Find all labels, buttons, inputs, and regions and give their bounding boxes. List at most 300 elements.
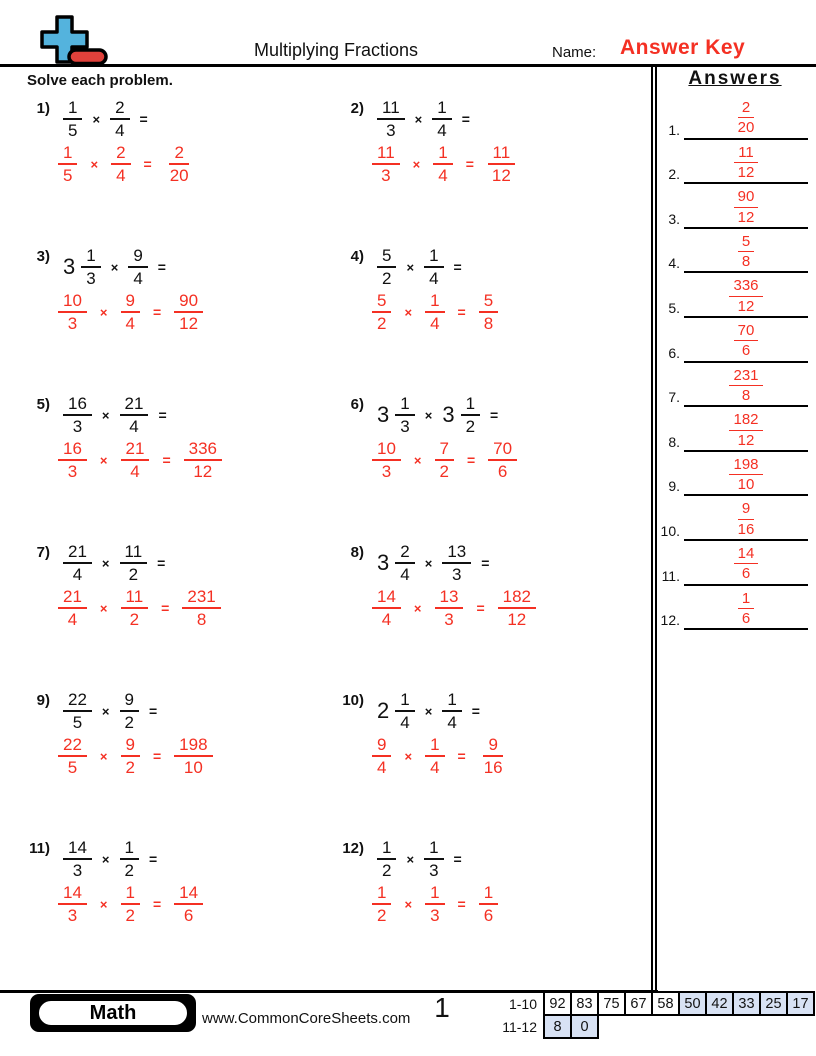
numerator: 11 bbox=[734, 144, 758, 163]
problem-number: 11) bbox=[29, 840, 50, 857]
equals-sign: = bbox=[457, 748, 466, 765]
denominator: 2 bbox=[125, 906, 135, 926]
fraction bbox=[425, 291, 444, 333]
denominator: 4 bbox=[377, 758, 387, 778]
instructions-text: Solve each problem. bbox=[27, 72, 173, 89]
denominator: 4 bbox=[72, 565, 83, 585]
answer-item-8 bbox=[656, 407, 814, 452]
multiply-sign: × bbox=[90, 156, 99, 172]
score-range-label: 11-12 bbox=[502, 1018, 537, 1035]
denominator: 6 bbox=[497, 462, 508, 482]
fraction bbox=[372, 587, 401, 629]
multiply-sign: × bbox=[406, 259, 415, 275]
fraction bbox=[58, 143, 77, 185]
solution bbox=[58, 439, 330, 481]
result-fraction bbox=[487, 143, 516, 185]
denominator: 5 bbox=[68, 121, 78, 141]
answer-fraction bbox=[684, 456, 808, 494]
subject-badge bbox=[30, 994, 196, 1032]
numerator: 21 bbox=[121, 439, 150, 461]
question bbox=[16, 838, 330, 880]
denominator: 2 bbox=[439, 462, 449, 482]
denominator: 2 bbox=[377, 314, 387, 334]
problem-number: 3) bbox=[36, 248, 50, 265]
answer-fraction bbox=[684, 322, 808, 360]
answer-item-6 bbox=[656, 318, 814, 363]
fraction bbox=[377, 246, 396, 288]
multiply-sign: × bbox=[99, 452, 108, 468]
numerator: 182 bbox=[729, 411, 762, 430]
score-cell: 92 bbox=[544, 992, 571, 1015]
numerator: 14 bbox=[372, 587, 401, 609]
denominator: 2 bbox=[465, 417, 476, 437]
denominator: 3 bbox=[72, 417, 83, 437]
numerator: 22 bbox=[63, 690, 92, 712]
mixed-whole-number: 3 bbox=[377, 402, 390, 428]
result-fraction bbox=[174, 291, 203, 333]
answer-item-3 bbox=[656, 184, 814, 229]
fraction bbox=[442, 542, 471, 584]
fraction bbox=[372, 439, 401, 481]
numerator: 1 bbox=[479, 883, 498, 905]
denominator: 12 bbox=[179, 314, 199, 334]
denominator: 3 bbox=[72, 861, 83, 881]
answer-number: 2. bbox=[668, 166, 680, 183]
numerator: 231 bbox=[182, 587, 220, 609]
denominator: 4 bbox=[133, 269, 143, 289]
denominator: 4 bbox=[400, 713, 410, 733]
equals-sign: = bbox=[152, 304, 162, 321]
solution bbox=[372, 883, 644, 925]
multiply-sign: × bbox=[404, 748, 413, 764]
numerator: 10 bbox=[372, 439, 401, 461]
answer-number: 10. bbox=[660, 522, 680, 539]
score-cell: 83 bbox=[571, 992, 598, 1015]
score-cell: 0 bbox=[571, 1015, 598, 1038]
answer-item-1 bbox=[656, 95, 814, 140]
denominator: 3 bbox=[67, 462, 78, 482]
answer-fraction bbox=[684, 411, 808, 449]
numerator: 1 bbox=[738, 590, 754, 609]
fraction bbox=[432, 98, 451, 140]
question bbox=[16, 98, 330, 140]
problem-10 bbox=[330, 690, 644, 838]
multiply-sign: × bbox=[110, 259, 119, 275]
answer-number: 3. bbox=[668, 210, 680, 227]
multiply-sign: × bbox=[413, 452, 422, 468]
fraction bbox=[128, 246, 147, 288]
equals-sign: = bbox=[162, 452, 171, 469]
name-label: Name: bbox=[552, 44, 597, 61]
equals-sign: = bbox=[453, 259, 462, 276]
fraction bbox=[110, 98, 129, 140]
denominator: 12 bbox=[737, 431, 755, 449]
fraction bbox=[58, 291, 87, 333]
numerator: 1 bbox=[425, 883, 444, 905]
question bbox=[16, 690, 330, 732]
numerator: 22 bbox=[58, 735, 87, 757]
multiply-sign: × bbox=[99, 748, 108, 764]
equals-sign: = bbox=[476, 600, 485, 617]
answer-fraction bbox=[684, 144, 808, 182]
numerator: 70 bbox=[488, 439, 517, 461]
denominator: 4 bbox=[437, 121, 447, 141]
fraction bbox=[63, 98, 82, 140]
multiply-sign: × bbox=[412, 156, 421, 172]
numerator: 1 bbox=[63, 98, 82, 120]
numerator: 1 bbox=[425, 291, 444, 313]
numerator: 198 bbox=[174, 735, 212, 757]
numerator: 2 bbox=[169, 143, 188, 165]
numerator: 1 bbox=[121, 883, 140, 905]
fraction bbox=[425, 883, 444, 925]
problem-7 bbox=[16, 542, 330, 690]
score-cell: 25 bbox=[760, 992, 787, 1015]
fraction bbox=[377, 98, 405, 140]
equals-sign: = bbox=[148, 851, 158, 868]
fraction bbox=[120, 690, 139, 732]
denominator: 4 bbox=[381, 610, 392, 630]
numerator: 9 bbox=[372, 735, 391, 757]
denominator: 3 bbox=[429, 861, 439, 881]
numerator: 182 bbox=[498, 587, 536, 609]
equals-sign: = bbox=[457, 304, 466, 321]
question bbox=[330, 838, 644, 880]
multiply-sign: × bbox=[101, 703, 110, 719]
numerator: 90 bbox=[734, 188, 759, 207]
score-cell: 33 bbox=[733, 992, 760, 1015]
fraction bbox=[121, 883, 140, 925]
denominator: 8 bbox=[196, 610, 207, 630]
equals-sign: = bbox=[471, 703, 480, 720]
fraction bbox=[58, 735, 87, 777]
equals-sign: = bbox=[466, 452, 476, 469]
denominator: 3 bbox=[386, 121, 396, 141]
denominator: 2 bbox=[377, 906, 387, 926]
denominator: 4 bbox=[430, 314, 440, 334]
denominator: 4 bbox=[129, 417, 139, 437]
numerator: 9 bbox=[483, 735, 502, 757]
answer-item-7 bbox=[656, 363, 814, 408]
multiply-sign: × bbox=[101, 555, 110, 571]
numerator: 1 bbox=[372, 883, 391, 905]
fraction bbox=[435, 439, 454, 481]
mixed-whole-number: 2 bbox=[377, 698, 390, 724]
grading-table bbox=[485, 991, 815, 1039]
numerator: 13 bbox=[435, 587, 464, 609]
numerator: 336 bbox=[184, 439, 222, 461]
answer-fraction bbox=[684, 500, 808, 538]
question bbox=[330, 542, 644, 584]
problem-number: 8) bbox=[350, 544, 364, 561]
answer-blank-line bbox=[684, 628, 808, 630]
answer-number: 12. bbox=[660, 612, 680, 629]
subject-label: Math bbox=[37, 999, 189, 1027]
header-divider bbox=[0, 64, 816, 67]
solution bbox=[58, 883, 330, 925]
denominator: 3 bbox=[381, 166, 391, 186]
denominator: 20 bbox=[737, 119, 755, 137]
numerator: 14 bbox=[174, 883, 203, 905]
solution bbox=[372, 291, 644, 333]
numerator: 21 bbox=[63, 542, 92, 564]
answer-fraction bbox=[684, 188, 808, 226]
problem-number: 12) bbox=[342, 840, 364, 857]
numerator: 10 bbox=[58, 291, 87, 313]
score-cell: 42 bbox=[706, 992, 733, 1015]
numerator: 11 bbox=[488, 143, 516, 165]
denominator: 4 bbox=[116, 166, 126, 186]
denominator: 3 bbox=[430, 906, 440, 926]
multiply-sign: × bbox=[424, 407, 433, 423]
result-fraction bbox=[174, 735, 212, 777]
problem-number: 7) bbox=[36, 544, 50, 561]
equals-sign: = bbox=[139, 111, 148, 128]
equals-sign: = bbox=[152, 748, 162, 765]
denominator: 4 bbox=[447, 713, 457, 733]
result-fraction bbox=[182, 587, 220, 629]
problem-12 bbox=[330, 838, 644, 986]
problem-11 bbox=[16, 838, 330, 986]
fraction bbox=[425, 735, 444, 777]
numerator: 16 bbox=[58, 439, 87, 461]
denominator: 6 bbox=[741, 609, 751, 627]
denominator: 2 bbox=[129, 610, 140, 630]
answer-number: 8. bbox=[668, 433, 680, 450]
denominator: 4 bbox=[438, 166, 448, 186]
fraction bbox=[442, 690, 461, 732]
fraction bbox=[395, 394, 414, 436]
grading-row-1 bbox=[485, 992, 814, 1015]
denominator: 2 bbox=[128, 565, 139, 585]
problem-6 bbox=[330, 394, 644, 542]
equals-sign: = bbox=[157, 555, 166, 572]
multiply-sign: × bbox=[404, 304, 413, 320]
mixed-whole-number: 3 bbox=[377, 550, 390, 576]
answers-title: Answers bbox=[688, 68, 782, 89]
numerator: 5 bbox=[738, 233, 754, 252]
numerator: 9 bbox=[128, 246, 147, 268]
multiply-sign: × bbox=[413, 600, 422, 616]
numerator: 1 bbox=[442, 690, 461, 712]
multiply-sign: × bbox=[99, 600, 108, 616]
denominator: 20 bbox=[169, 166, 189, 186]
denominator: 4 bbox=[429, 269, 439, 289]
numerator: 9 bbox=[121, 735, 140, 757]
answer-number: 6. bbox=[668, 344, 680, 361]
problem-4 bbox=[330, 246, 644, 394]
numerator: 21 bbox=[120, 394, 149, 416]
denominator: 12 bbox=[737, 163, 755, 181]
question bbox=[16, 542, 330, 584]
problem-number: 9) bbox=[36, 692, 50, 709]
answer-item-11 bbox=[656, 541, 814, 586]
denominator: 2 bbox=[125, 758, 135, 778]
denominator: 8 bbox=[741, 386, 751, 404]
question bbox=[16, 246, 330, 288]
fraction bbox=[424, 838, 443, 880]
result-fraction bbox=[479, 735, 508, 777]
numerator: 11 bbox=[121, 587, 149, 609]
numerator: 1 bbox=[424, 838, 443, 860]
result-fraction bbox=[174, 883, 203, 925]
score-cell: 58 bbox=[652, 992, 679, 1015]
denominator: 8 bbox=[483, 314, 494, 334]
result-fraction bbox=[479, 291, 498, 333]
answer-fraction bbox=[684, 590, 808, 628]
equals-sign: = bbox=[143, 156, 152, 173]
numerator: 7 bbox=[435, 439, 454, 461]
denominator: 3 bbox=[400, 417, 410, 437]
answer-item-12 bbox=[656, 586, 814, 631]
numerator: 1 bbox=[120, 838, 139, 860]
fraction bbox=[372, 143, 400, 185]
answer-fraction bbox=[684, 545, 808, 583]
answer-item-10 bbox=[656, 496, 814, 541]
result-fraction bbox=[165, 143, 194, 185]
fraction bbox=[395, 690, 414, 732]
page-title: Multiplying Fractions bbox=[253, 40, 419, 60]
denominator: 4 bbox=[430, 758, 440, 778]
multiply-sign: × bbox=[99, 304, 108, 320]
problem-number: 5) bbox=[36, 396, 50, 413]
denominator: 3 bbox=[452, 565, 462, 585]
solution bbox=[372, 587, 644, 629]
denominator: 3 bbox=[67, 906, 78, 926]
score-cell: 50 bbox=[679, 992, 706, 1015]
numerator: 5 bbox=[377, 246, 396, 268]
fraction bbox=[58, 439, 87, 481]
answer-fraction bbox=[684, 99, 808, 137]
solution bbox=[372, 143, 644, 185]
problems-grid bbox=[16, 98, 648, 986]
numerator: 1 bbox=[395, 690, 414, 712]
denominator: 16 bbox=[483, 758, 503, 778]
answer-item-2 bbox=[656, 140, 814, 185]
numerator: 13 bbox=[442, 542, 471, 564]
numerator: 5 bbox=[479, 291, 498, 313]
result-fraction bbox=[488, 439, 517, 481]
denominator: 4 bbox=[67, 610, 78, 630]
problem-number: 1) bbox=[36, 100, 50, 117]
numerator: 1 bbox=[461, 394, 480, 416]
denominator: 6 bbox=[741, 342, 751, 360]
fraction bbox=[372, 291, 391, 333]
problem-8 bbox=[330, 542, 644, 690]
denominator: 5 bbox=[72, 713, 83, 733]
mixed-whole-number: 3 bbox=[442, 402, 455, 428]
numerator: 1 bbox=[81, 246, 100, 268]
denominator: 3 bbox=[444, 610, 454, 630]
numerator: 336 bbox=[729, 277, 762, 296]
numerator: 2 bbox=[110, 98, 129, 120]
solution bbox=[58, 735, 330, 777]
answer-item-5 bbox=[656, 273, 814, 318]
answer-fraction bbox=[684, 367, 808, 405]
answer-fraction bbox=[684, 233, 808, 271]
denominator: 10 bbox=[183, 758, 203, 778]
numerator: 16 bbox=[63, 394, 92, 416]
fraction bbox=[372, 735, 391, 777]
denominator: 8 bbox=[741, 253, 751, 271]
denominator: 12 bbox=[193, 462, 213, 482]
numerator: 231 bbox=[729, 367, 762, 386]
question bbox=[330, 246, 644, 288]
numerator: 21 bbox=[58, 587, 87, 609]
fraction bbox=[81, 246, 100, 288]
numerator: 11 bbox=[372, 143, 400, 165]
problem-number: 2) bbox=[350, 100, 364, 117]
grading-row-2 bbox=[485, 1015, 814, 1038]
result-fraction bbox=[498, 587, 536, 629]
denominator: 4 bbox=[400, 565, 410, 585]
fraction bbox=[120, 542, 148, 584]
denominator: 4 bbox=[125, 314, 135, 334]
question bbox=[330, 98, 644, 140]
solution bbox=[372, 439, 644, 481]
multiply-sign: × bbox=[414, 111, 423, 127]
answer-number: 11. bbox=[661, 567, 680, 584]
fraction bbox=[120, 394, 149, 436]
score-cell: 75 bbox=[598, 992, 625, 1015]
equals-sign: = bbox=[152, 896, 162, 913]
fraction bbox=[63, 690, 92, 732]
numerator: 1 bbox=[432, 98, 451, 120]
numerator: 9 bbox=[120, 690, 139, 712]
equals-sign: = bbox=[465, 156, 474, 173]
denominator: 12 bbox=[737, 208, 755, 226]
question bbox=[330, 690, 644, 732]
denominator: 2 bbox=[382, 269, 392, 289]
denominator: 6 bbox=[183, 906, 194, 926]
answer-key-text: Answer Key bbox=[620, 36, 746, 59]
problem-9 bbox=[16, 690, 330, 838]
numerator: 1 bbox=[433, 143, 452, 165]
numerator: 11 bbox=[377, 98, 405, 120]
score-cell: 17 bbox=[787, 992, 814, 1015]
denominator: 4 bbox=[130, 462, 140, 482]
denominator: 10 bbox=[737, 476, 755, 494]
denominator: 6 bbox=[741, 565, 751, 583]
numerator: 9 bbox=[738, 500, 754, 519]
denominator: 6 bbox=[483, 906, 494, 926]
result-fraction bbox=[184, 439, 222, 481]
multiply-sign: × bbox=[99, 896, 108, 912]
fraction bbox=[121, 291, 140, 333]
fraction bbox=[372, 883, 391, 925]
multiply-sign: × bbox=[101, 407, 110, 423]
fraction bbox=[121, 439, 150, 481]
multiply-sign: × bbox=[92, 111, 101, 127]
denominator: 12 bbox=[737, 297, 755, 315]
solution bbox=[58, 587, 330, 629]
denominator: 12 bbox=[507, 610, 527, 630]
denominator: 5 bbox=[67, 758, 78, 778]
numerator: 2 bbox=[738, 99, 754, 118]
equals-sign: = bbox=[481, 555, 490, 572]
mixed-whole-number: 3 bbox=[63, 254, 76, 280]
solution bbox=[58, 143, 330, 185]
numerator: 11 bbox=[120, 542, 148, 564]
equals-sign: = bbox=[453, 851, 462, 868]
equals-sign: = bbox=[490, 407, 499, 424]
multiply-sign: × bbox=[406, 851, 415, 867]
fraction bbox=[424, 246, 443, 288]
multiply-sign: × bbox=[424, 555, 433, 571]
problem-3 bbox=[16, 246, 330, 394]
numerator: 90 bbox=[174, 291, 203, 313]
equals-sign: = bbox=[158, 407, 167, 424]
